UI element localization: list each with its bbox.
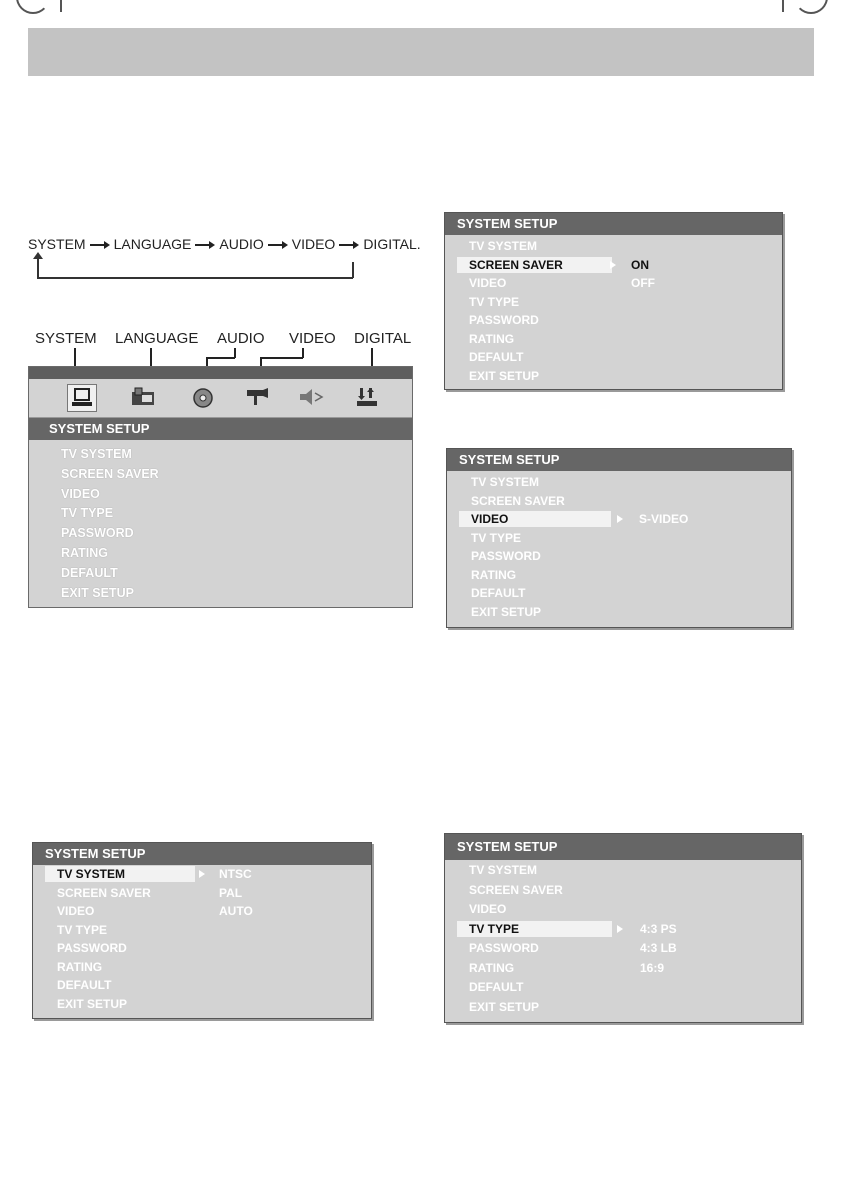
screen-saver-menu: [444, 212, 783, 390]
flow-arrow-icon: [339, 240, 359, 250]
audio-tab-icon[interactable]: [189, 384, 217, 410]
crop-mark-left: [60, 0, 62, 12]
tv-type-menu-title: SYSTEM SETUP: [445, 834, 801, 860]
main-item-exit-setup[interactable]: EXIT SETUP: [61, 585, 134, 600]
callout-audio-h: [206, 357, 235, 359]
page-header-bar: [28, 28, 814, 76]
tt-item-tv-system[interactable]: TV SYSTEM: [469, 863, 538, 877]
tt-item-video[interactable]: VIDEO: [469, 902, 507, 916]
tv-system-menu-rows: [33, 865, 371, 1013]
chevron-right-icon: [617, 515, 623, 523]
v-item-password[interactable]: PASSWORD: [471, 549, 541, 563]
tab-strip-top: [29, 367, 412, 379]
flow-digital: DIGITAL.: [363, 236, 421, 252]
crop-mark-right: [782, 0, 784, 12]
flow-video: VIDEO: [291, 236, 336, 252]
main-setup-menu: [28, 366, 413, 608]
crop-arc-right: [794, 0, 828, 14]
ts-item-default[interactable]: DEFAULT: [57, 978, 112, 992]
main-item-password[interactable]: PASSWORD: [61, 526, 134, 541]
ts-option-ntsc[interactable]: NTSC: [219, 867, 252, 881]
tab-icon-strip: [29, 367, 412, 418]
menu-flow-line: [28, 236, 421, 252]
ss-item-screen-saver[interactable]: SCREEN SAVER ON: [445, 256, 782, 275]
video-menu: [446, 448, 792, 628]
tv-type-menu: [444, 833, 802, 1023]
ss-item-rating[interactable]: RATING: [469, 331, 515, 346]
speaker-tab-icon[interactable]: [297, 384, 325, 410]
ts-item-tv-type[interactable]: TV TYPE: [57, 922, 108, 937]
label-system: SYSTEM: [35, 330, 97, 347]
main-item-default[interactable]: DEFAULT: [61, 565, 118, 580]
label-language: LANGUAGE: [115, 330, 199, 347]
tt-option-43lb[interactable]: 4:3 LB: [640, 941, 677, 955]
screen-saver-menu-title: SYSTEM SETUP: [445, 213, 782, 235]
chevron-right-icon: [610, 261, 616, 269]
label-digital: DIGITAL: [354, 330, 412, 347]
callout-video-h: [260, 357, 303, 359]
ts-item-screen-saver[interactable]: SCREEN SAVER PAL: [33, 884, 371, 903]
v-item-screen-saver[interactable]: SCREEN SAVER: [471, 493, 565, 508]
ts-item-video[interactable]: VIDEO AUTO: [33, 902, 371, 921]
main-item-tv-type[interactable]: TV TYPE: [61, 506, 114, 521]
ss-option-off[interactable]: OFF: [631, 276, 655, 290]
ss-item-password[interactable]: PASSWORD: [469, 313, 539, 327]
ts-option-auto[interactable]: AUTO: [219, 904, 253, 918]
video-tab-icon[interactable]: [243, 384, 271, 410]
v-item-video[interactable]: VIDEO S-VIDEO: [447, 510, 791, 529]
flow-arrow-icon: [195, 240, 215, 250]
screen-saver-menu-rows: [445, 235, 782, 385]
video-menu-rows: [447, 471, 791, 621]
ts-item-rating[interactable]: RATING: [57, 959, 103, 974]
tt-item-screen-saver[interactable]: SCREEN SAVER: [469, 882, 563, 897]
tt-item-exit-setup[interactable]: EXIT SETUP: [469, 999, 540, 1014]
language-tab-icon[interactable]: [129, 384, 157, 410]
tt-option-169[interactable]: 16:9: [640, 960, 665, 975]
v-item-rating[interactable]: RATING: [471, 567, 517, 582]
label-audio: AUDIO: [217, 330, 265, 347]
ss-item-exit-setup[interactable]: EXIT SETUP: [469, 368, 540, 383]
flow-loop-right: [352, 262, 354, 278]
main-menu-title: SYSTEM SETUP: [29, 418, 412, 440]
ts-item-password[interactable]: PASSWORD: [57, 941, 127, 955]
ss-item-video[interactable]: VIDEO OFF: [445, 274, 782, 293]
ts-item-exit-setup[interactable]: EXIT SETUP: [57, 996, 128, 1011]
tt-option-43ps[interactable]: 4:3 PS: [640, 921, 677, 936]
tv-type-menu-rows: [445, 860, 801, 1017]
v-item-default[interactable]: DEFAULT: [471, 586, 526, 600]
ss-option-on[interactable]: ON: [631, 257, 649, 272]
video-menu-title: SYSTEM SETUP: [447, 449, 791, 471]
main-item-video[interactable]: VIDEO: [61, 486, 100, 501]
tv-system-menu: [32, 842, 372, 1019]
main-item-screen-saver[interactable]: SCREEN SAVER: [61, 466, 159, 481]
ss-item-tv-system[interactable]: TV SYSTEM: [469, 239, 538, 253]
flow-loop-bottom: [37, 277, 353, 279]
chevron-right-icon: [617, 925, 623, 933]
main-menu-items: [61, 445, 159, 603]
main-item-tv-system[interactable]: TV SYSTEM: [61, 447, 132, 461]
ss-item-default[interactable]: DEFAULT: [469, 350, 524, 364]
label-video: VIDEO: [289, 330, 336, 347]
flow-language: LANGUAGE: [113, 236, 192, 252]
flow-loop-up-arrow-icon: [33, 252, 43, 259]
system-tab-icon[interactable]: [67, 384, 97, 412]
crop-arc-left: [16, 0, 50, 14]
tt-item-password[interactable]: PASSWORD 4:3 LB: [445, 939, 801, 959]
flow-system: SYSTEM: [28, 236, 86, 252]
flow-loop-left: [37, 256, 39, 278]
v-item-tv-system[interactable]: TV SYSTEM: [471, 475, 540, 489]
tv-system-menu-title: SYSTEM SETUP: [33, 843, 371, 865]
v-option-s-video[interactable]: S-VIDEO: [639, 512, 689, 526]
v-item-exit-setup[interactable]: EXIT SETUP: [471, 604, 542, 619]
ts-option-pal[interactable]: PAL: [219, 885, 243, 900]
ss-item-tv-type[interactable]: TV TYPE: [469, 294, 520, 309]
main-item-rating[interactable]: RATING: [61, 545, 108, 560]
tt-item-tv-type[interactable]: TV TYPE 4:3 PS: [445, 920, 801, 940]
digital-tab-icon[interactable]: [353, 384, 381, 410]
tt-item-default[interactable]: DEFAULT: [469, 980, 524, 994]
flow-audio: AUDIO: [219, 236, 264, 252]
v-item-tv-type[interactable]: TV TYPE: [471, 530, 522, 545]
ts-item-tv-system[interactable]: TV SYSTEM NTSC: [33, 865, 371, 884]
flow-arrow-icon: [90, 240, 110, 250]
tt-item-rating[interactable]: RATING 16:9: [445, 959, 801, 979]
flow-arrow-icon: [268, 240, 288, 250]
chevron-right-icon: [199, 870, 205, 878]
